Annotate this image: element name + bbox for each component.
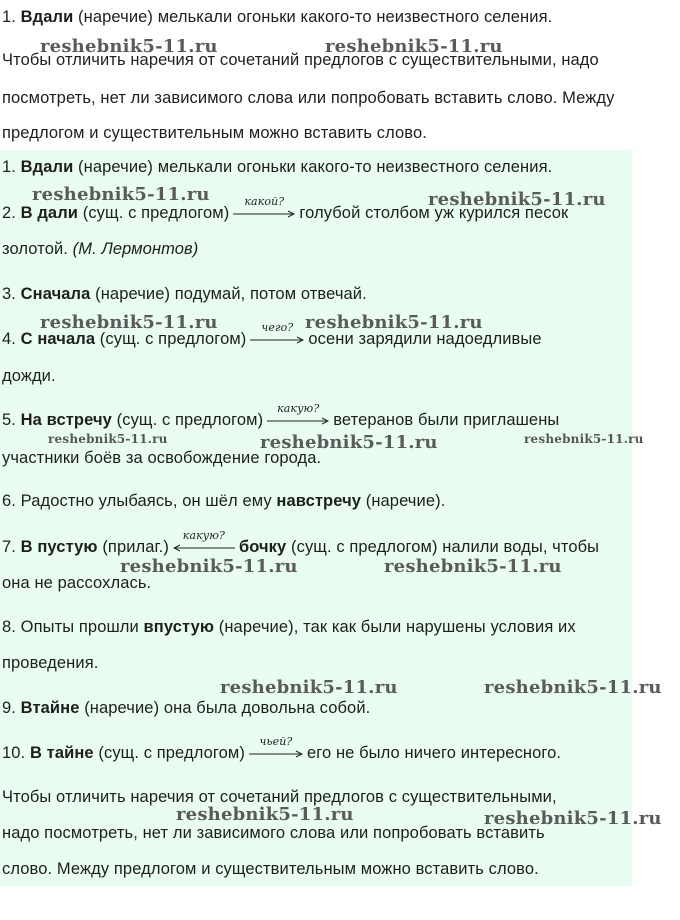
item-text: Радостно улыбаясь, он шёл ему (20, 492, 272, 510)
item-bold-word: Вдали (20, 158, 74, 176)
item-text: осени зарядили надоедливые (308, 330, 542, 348)
item-8-line-2: проведения. (2, 654, 99, 672)
item-text: (наречие) она была довольна собой. (84, 699, 371, 717)
item-text: ветеранов были приглашены (333, 411, 560, 429)
right-arrow-icon (250, 321, 304, 344)
item-5 (2, 402, 560, 430)
item-10 (2, 735, 562, 763)
item-9 (2, 699, 370, 718)
watermark: reshebnik5-11.ru (40, 312, 218, 333)
item-number: 10. (2, 744, 26, 762)
rule-line-3: предлогом и существительным можно вставить слово. (2, 124, 427, 142)
item-text: (сущ. с предлогом) (99, 330, 247, 348)
item-text: (прилаг.) (102, 538, 169, 556)
watermark: reshebnik5-11.ru (384, 556, 562, 577)
watermark: reshebnik5-11.ru (305, 312, 483, 333)
watermark: reshebnik5-11.ru (32, 184, 210, 205)
item-number: 1. (2, 158, 16, 176)
watermark: reshebnik5-11.ru (260, 432, 438, 453)
item-number: 2. (2, 204, 16, 222)
watermark: reshebnik5-11.ru (484, 808, 662, 829)
item-text: (сущ. с предлогом) (98, 744, 245, 762)
item-number: 6. (2, 492, 16, 510)
item-2-line-2 (2, 240, 198, 259)
item-number: 5. (2, 411, 16, 429)
item-7 (2, 529, 600, 557)
item-text: золотой. (2, 240, 68, 258)
watermark: reshebnik5-11.ru (428, 189, 606, 210)
item-8 (2, 618, 576, 637)
footer-rule-line-3: слово. Между предлогом и существительным можно вставить слово. (2, 860, 539, 878)
item-text: (сущ. с предлогом) (116, 411, 264, 429)
rule-line-2: посмотреть, нет ли зависимого слова или попробовать вставить слово. Между (2, 89, 615, 107)
item-text: его не было ничего интересного. (306, 744, 562, 762)
author-citation: (М. Лермонтов) (72, 240, 199, 258)
answer-panel (0, 150, 632, 886)
item-text: (наречие), так как были нарушены условия их (218, 618, 576, 636)
item-bold-word: впустую (143, 618, 215, 636)
item-bold-word: В дали (20, 204, 79, 222)
item-bold-word: На встречу (20, 411, 112, 429)
item-text: голубой столбом уж курился песок (299, 204, 569, 222)
question-label: какую? (277, 402, 320, 415)
item-bold-word: Втайне (20, 699, 80, 717)
watermark: reshebnik5-11.ru (484, 677, 662, 698)
watermark: reshebnik5-11.ru (40, 36, 218, 57)
watermark: reshebnik5-11.ru (220, 677, 398, 698)
item-bold-word: навстречу (276, 492, 362, 510)
item-bold-word: бочку (238, 538, 287, 556)
watermark: reshebnik5-11.ru (176, 804, 354, 825)
left-arrow-icon (173, 529, 235, 552)
watermark: reshebnik5-11.ru (325, 36, 503, 57)
right-arrow-icon (267, 402, 329, 425)
question-label: какую? (182, 529, 226, 542)
item-bold-word: В тайне (29, 744, 94, 762)
item-number: 3. (2, 285, 16, 303)
question-label: чьей? (259, 735, 293, 748)
item-text: (сущ. с предлогом) налили воды, чтобы (291, 538, 600, 556)
watermark: reshebnik5-11.ru (524, 432, 644, 446)
item-text: (наречие). (365, 492, 446, 510)
header-sentence-rest: (наречие) мелькали огоньки какого-то неизвестного селения. (78, 8, 553, 26)
item-text: (наречие) мелькали огоньки какого-то неизвестного селения. (78, 158, 553, 176)
watermark: reshebnik5-11.ru (120, 556, 298, 577)
item-1 (2, 158, 552, 177)
item-number: 8. (2, 618, 16, 636)
header-bold-word: Вдали (20, 8, 74, 26)
item-number: 4. (2, 330, 16, 348)
question-label: чего? (261, 321, 294, 334)
item-4-line-2: дожди. (2, 367, 56, 385)
watermark: reshebnik5-11.ru (48, 432, 168, 446)
item-text: (сущ. с предлогом) (82, 204, 230, 222)
footer-rule-line-2: надо посмотреть, нет ли зависимого слова или попробовать вставить (2, 824, 545, 842)
right-arrow-icon (249, 735, 303, 758)
item-6 (2, 492, 445, 511)
item-text: (наречие) подумай, потом отвечай. (95, 285, 367, 303)
item-3 (2, 285, 367, 304)
question-label: какой? (244, 195, 285, 208)
rule-line-1: Чтобы отличить наречия от сочетаний предлогов с существительными, надо (2, 51, 599, 69)
header-sentence: 1. Вдали (наречие) мелькали огоньки какого-то неизвестного селения. (2, 8, 553, 26)
item-text: Опыты прошли (20, 618, 139, 636)
footer-rule-line-1: Чтобы отличить наречия от сочетаний предлогов с существительными, (2, 788, 557, 806)
item-number: 9. (2, 699, 16, 717)
item-bold-word: С начала (20, 330, 96, 348)
right-arrow-icon (233, 195, 295, 218)
item-number: 7. (2, 538, 16, 556)
item-7-line-2: она не рассохлась. (2, 574, 152, 592)
item-5-line-2: участники боёв за освобождение города. (2, 449, 322, 467)
item-bold-word: Сначала (20, 285, 91, 303)
item-bold-word: В пустую (20, 538, 98, 556)
